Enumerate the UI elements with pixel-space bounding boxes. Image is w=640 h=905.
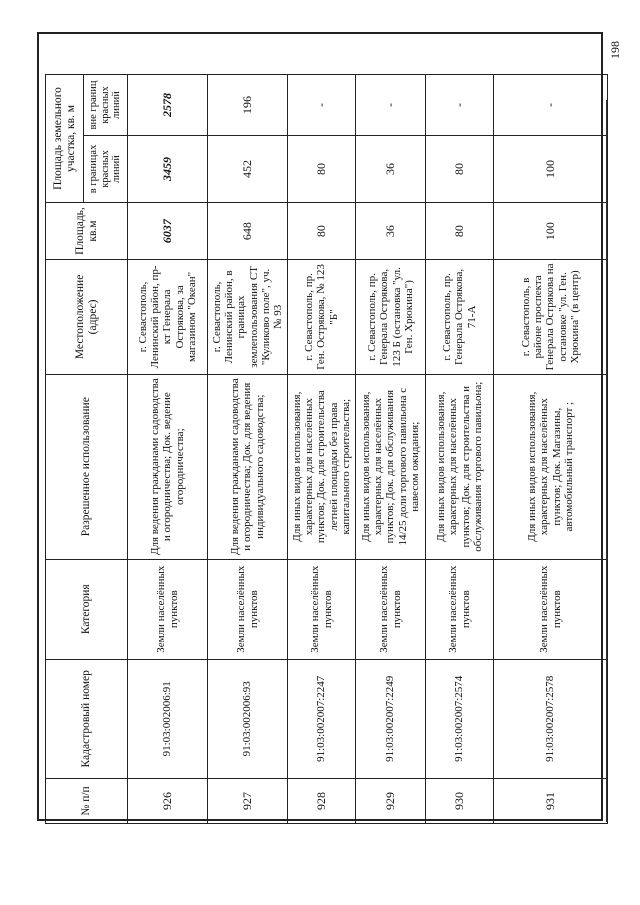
cell-location: г. Севастополь, пр. Генерала Острякова, 71-А <box>426 260 494 374</box>
header-num: № п/п <box>46 778 128 823</box>
header-location: Местоположение (адрес) <box>46 260 128 374</box>
cell-num: 926 <box>128 778 208 823</box>
cell-inside: 3459 <box>128 135 208 202</box>
cell-use: Для ведения гражданами садоводства и огородничества; Док. для ведения индивидуального садоводства; <box>208 374 288 559</box>
cell-cadastral: 91:03:002007:2578 <box>494 659 608 778</box>
cell-inside: 36 <box>356 135 426 202</box>
table-row <box>208 75 288 824</box>
cell-area: 80 <box>426 202 494 259</box>
cell-num: 930 <box>426 778 494 823</box>
cell-cadastral: 91:03:002006:93 <box>208 659 288 778</box>
cell-inside: 80 <box>288 135 356 202</box>
cell-location: г. Севастополь, Ленинский район, в границах землепользования СТ "Куликово поле", уч. № 93 <box>208 260 288 374</box>
cell-area: 6037 <box>128 202 208 259</box>
cell-location: г. Севастополь, в районе проспекта Генерала Острякова на остановке "ул. Ген. Хрюкина" (в центр) <box>494 260 608 374</box>
cell-outside: 2578 <box>128 75 208 136</box>
cell-cadastral: 91:03:002007:2574 <box>426 659 494 778</box>
cell-use: Для ведения гражданами садоводства и огородничества; Док. ведение огородничества; <box>128 374 208 559</box>
cell-num: 929 <box>356 778 426 823</box>
header-outside-red-lines: вне границ красных линий <box>84 75 128 136</box>
cell-use: Для иных видов использования, характерных для населённых пунктов; Док. для обслуживания 14/25 доли торгового павильона с навесом ожидания; <box>356 374 426 559</box>
page-number: 198 <box>608 41 622 59</box>
header-land-area: Площадь земельного участка, кв. м <box>46 75 84 203</box>
cell-use: Для иных видов использования, характерных для населённых пунктов; Док. для строительства летней площадки без права капитального строительства; <box>288 374 356 559</box>
cell-category: Земли населённых пунктов <box>288 559 356 659</box>
cell-cadastral: 91:03:002006:91 <box>128 659 208 778</box>
header-category: Категория <box>46 559 128 659</box>
cell-area: 648 <box>208 202 288 259</box>
cell-outside: - <box>356 75 426 136</box>
cell-num: 931 <box>494 778 608 823</box>
cell-inside: 80 <box>426 135 494 202</box>
cell-location: г. Севастополь, пр. Генерала Острякова, 123 Б (остановка "ул. Ген. Хрюкина") <box>356 260 426 374</box>
margin-rule <box>606 100 607 822</box>
cell-use: Для иных видов использования, характерных для населённых пунктов; Док. для строительства и обслуживания торгового павильона; <box>426 374 494 559</box>
cell-category: Земли населённых пунктов <box>494 559 608 659</box>
cell-inside: 100 <box>494 135 608 202</box>
table-row <box>426 75 494 824</box>
cell-outside: - <box>426 75 494 136</box>
header-area: Площадь, кв.м <box>46 202 128 259</box>
header-cadastral: Кадастровый номер <box>46 659 128 778</box>
table-row <box>494 75 608 824</box>
cell-cadastral: 91:03:002007:2249 <box>356 659 426 778</box>
table-row <box>128 75 208 824</box>
header-row-1 <box>46 75 84 824</box>
header-permitted-use: Разрешенное использование <box>46 374 128 559</box>
cell-area: 100 <box>494 202 608 259</box>
cell-location: г. Севастополь, Ленинский район, пр-кт Генерала Острякова, за магазином "Океан" <box>128 260 208 374</box>
cell-category: Земли населённых пунктов <box>356 559 426 659</box>
cell-outside: - <box>494 75 608 136</box>
cell-outside: - <box>288 75 356 136</box>
cell-num: 928 <box>288 778 356 823</box>
cell-location: г. Севастополь, пр. Ген. Острякова, № 123 "Б" <box>288 260 356 374</box>
table-row <box>356 75 426 824</box>
cell-category: Земли населённых пунктов <box>208 559 288 659</box>
cell-use: Для иных видов использования, характерных для населённых пунктов; Док. Магазины, автомобильный транспорт ; <box>494 374 608 559</box>
cell-inside: 452 <box>208 135 288 202</box>
header-inside-red-lines: в границах красных линий <box>84 135 128 202</box>
cell-outside: 196 <box>208 75 288 136</box>
cell-cadastral: 91:03:002007:2247 <box>288 659 356 778</box>
cell-num: 927 <box>208 778 288 823</box>
table-row <box>288 75 356 824</box>
cell-area: 36 <box>356 202 426 259</box>
cell-category: Земли населённых пунктов <box>128 559 208 659</box>
cell-area: 80 <box>288 202 356 259</box>
land-plots-table <box>45 74 608 824</box>
cell-category: Земли населённых пунктов <box>426 559 494 659</box>
rotated-table-container <box>45 74 607 824</box>
